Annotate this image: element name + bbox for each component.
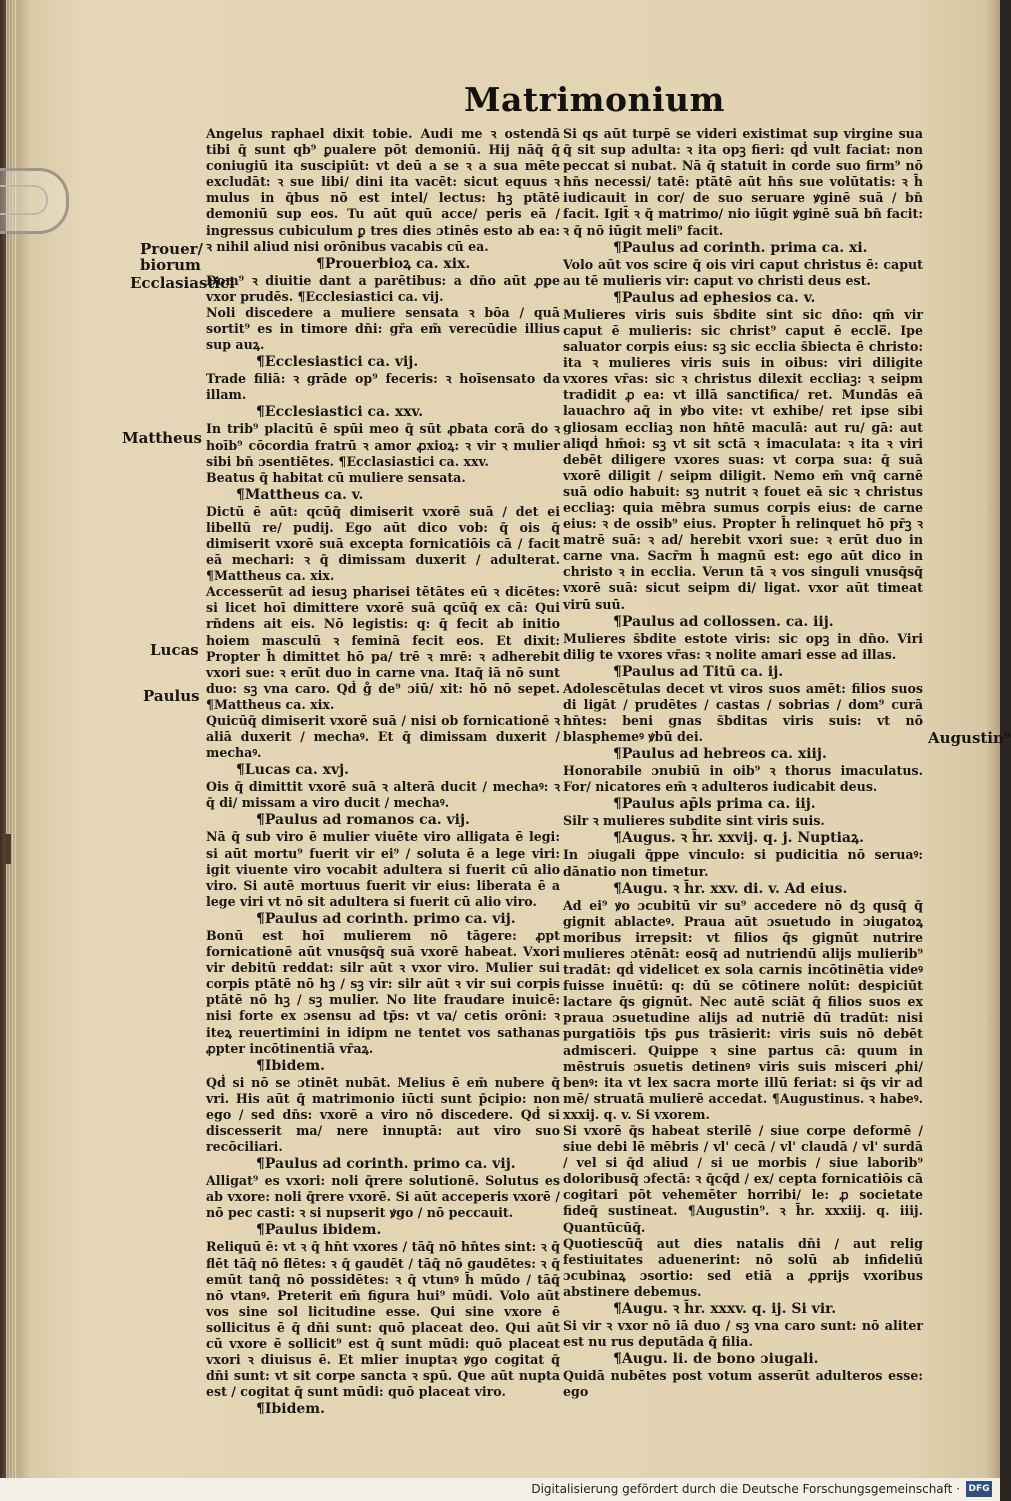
- text-paragraph: Dom⁹ ꝛ diuitie dant a parētibus: a dn̄o aūt ꝓpe vxor prudēs. ¶Ecclesiastici ca. vij.: [206, 272, 560, 304]
- text-paragraph: Bonū est hoī mulierem nō tāgere: ꝓpt fornicationē aūt vnusq̄sq̄ suā vxorē habeat. Vxori vir debitū reddat: silr aūt ꝛ vxor viro. Mulier sui corpis ptātē nō hꝫ / sꝫ vir: silr aūt ꝛ vir sui corpis ptātē nō hꝫ / sꝫ mulier. No lite fraudare inuicē: nisi forte ex ɔsensu ad tp̄s: vt va/ cetis orōni: ꝛ iteꝝ reuertimini in idipm ne tentet vos sathanas ꝓpter incōtinentiā vr̄aꝝ.: [206, 927, 560, 1056]
- text-paragraph: Reliquū ē: vt ꝛ q̄ hn̄t vxores / tāq̄ nō hn̄tes sint: ꝛ q̄ flēt tāq̄ nō flētes: ꝛ q̄ gaudēt / tāq̄ nō gaudētes: ꝛ q̄ emūt tanq̄ nō possidētes: ꝛ q̄ vtunꝰ h̄ mūdo / tāq̄ nō vtanꝰ. Preterit em̄ figura hui⁹ mūdi. Volo aūt vos sine sol licitudine esse. Qui sine vxore ē sollicitus ē q̄ dn̄i sunt: quō placeat deo. Qui aūt cū vxore ē sollicit⁹ est q̄ sunt mūdi: quō placeat vxori ꝛ diuisus ē. Et mlier inuptaꝛ ꝟgo cogitat q̄ dn̄i sunt: vt sit corpe sancta ꝛ spū. Que aūt nupta est / cogitat q̄ sunt mūdi: quō placeat viro.: [206, 1239, 560, 1400]
- section-rubric: ¶Paulus ad ephesios ca. v.: [613, 289, 816, 306]
- left-column: [206, 126, 560, 1418]
- margin-note: Mattheus: [122, 429, 202, 447]
- margin-note: Prouer/: [140, 240, 204, 258]
- text-paragraph: Trade filiā: ꝛ grāde op⁹ feceris: ꝛ hoīsensato da illam.: [206, 371, 560, 403]
- text-paragraph: In trib⁹ placitū ē spūi meo q̄ sūt ꝓbata corā do ꝛ hoīb⁹ cōcordia fratrū ꝛ amor ꝓxioꝝ: ꝛ vir ꝛ mulier sibi bn̄ ɔsentiētes. ¶Ecclasiastici ca. xxv.: [206, 421, 560, 469]
- text-paragraph: Adolescētulas decet vt viros suos amēt: filios suos di ligāt / prudētes / castas / sobrias / dom⁹ curā hn̄tes: beni gnas s̄bditas viris suis: vt nō blasphemeꝰ ꝟbū dei.: [563, 680, 923, 745]
- text-paragraph: Accesserūt ad iesuꝫ pharisei tētātes eū ꝛ dicētes: si licet hoī dimittere vxorē suā qcūq̄ ex cā: Qui rn̄dens ait eis. Nō legistis: q: q̄ fecit ab initio hoiem masculū ꝛ feminā fecit eos. Et dixit: Propter h̄ dimittet hō pa/ trē ꝛ mrē: ꝛ adherebit vxori sue: ꝛ erūt duo in carne vna. Itaq̄ iā nō sunt duo: sꝫ vna caro. Qḋ g̊ de⁹ ɔiū/ xit: hō nō sepet. ¶Mattheus ca. xix.: [206, 584, 560, 712]
- section-rubric: ¶Paulus ad romanos ca. vij.: [256, 812, 470, 829]
- text-paragraph: Dictū ē aūt: qcūq̄ dimiserit vxorē suā / det ei libellū re/ pudij. Ego aūt dico vob: q̄ ois q̄ dimiserit vxorē suā excepta fornicatiōis cā / facit eā mechari: ꝛ q̄ dimissam duxerit / adulterat. ¶Mattheus ca. xix.: [206, 503, 560, 584]
- section-rubric: ¶Augu. ꝛ h̄r. xxxv. q. ij. Si vir.: [613, 1301, 837, 1317]
- section-rubric: ¶Ecclesiastici ca. xxv.: [256, 404, 424, 421]
- section-rubric: ¶Paulus ad hebreos ca. xiij.: [613, 746, 827, 763]
- text-paragraph: Silr ꝛ mulieres subdite sint viris suis.: [563, 813, 825, 829]
- text-paragraph: Ad ei⁹ ꝟo ɔcubitū vir su⁹ accedere nō dꝫ qusq̄ q̄ gignit ablacteꝰ. Praua aūt ɔsuetudo in ɔiugatoꝝ moribus irrepsit: vt filios q̄s gignūt nutrire mulieres ɔtēnāt: eosq̄ ad nutriendū alijs mulierib⁹ tradāt: qḋ videlicet ex sola carnis incōtinētia videꝰ fuisse inuētū: q: dū se cōtinere nolūt: despiciūt lactare q̄s gignūt. Nec autē sciāt q̄ filios suos ex praua ɔsuetudine alijs ad nutriē dū tradūt: nisi purgatiōis tp̄s ꝑus trāsierit: viris suis nō debēt admisceri. Quippe ꝛ sine partus cā: quum in mēstruis ɔsuetis detinenꝰ viris suis misceri ꝓhi/ benꝰ: ita vt lex sacra morte illū feriat: si q̄s vir ad mē/ struatā mulierē accedat. ¶Augustinus. ꝛ habeꝰ. xxxij. q. v. Si vxorem.: [563, 897, 923, 1122]
- section-rubric: ¶Paulus ad Titū ca. ij.: [613, 663, 784, 680]
- text-paragraph: Si vxorē q̄s habeat sterilē / siue corpe deformē / siue debi lē mēbris / vl' cecā / vl' claudā / vl' surdā / vel si q̄d aliud / si ue morbis / siue laborib⁹ doloribusq̄ ɔfectā: ꝛ q̄cq̄d / ex/ cepta fornicatiōis cā cogitari pōt vehemēter horribi/ le: ꝓ societate fideq̄ sustineat. ¶Augustin⁹. ꝛ h̄r. xxxiij. q. iiij. Quantūcūq̄.: [563, 1122, 923, 1235]
- section-rubric: ¶Ibidem.: [256, 1057, 325, 1074]
- text-paragraph: Ois q̄ dimittit vxorē suā ꝛ alterā ducit / mechaꝰ: ꝛ q̄ di/ missam a viro ducit / mechaꝰ.: [206, 779, 560, 811]
- section-rubric: ¶Mattheus ca. v.: [236, 486, 364, 503]
- section-rubric: ¶Ibidem.: [256, 1401, 325, 1418]
- section-rubric: ¶Lucas ca. xvj.: [236, 762, 350, 779]
- section-rubric: ¶Paulus ad corinth. primo ca. vij.: [256, 1156, 516, 1173]
- text-paragraph: Si vir ꝛ vxor nō iā duo / sꝫ vna caro sunt: nō aliter est nu rus deputāda q̄ filia.: [563, 1318, 923, 1350]
- section-rubric: ¶Augu. li. de bono ɔiugali.: [613, 1351, 819, 1368]
- dfg-logo: DFG: [966, 1481, 992, 1497]
- text-paragraph: Qḋ si nō se ɔtinēt nubāt. Melius ē em̄ nubere q̄ vri. His aūt q̄ matrimonio iūcti sunt p̄cipio: non ego / sed dn̄s: vxorē a viro nō discedere. Qḋ si discesserit ma/ nere innuptā: aut viro suo recōciliari.: [206, 1074, 560, 1155]
- section-rubric: ¶Paulus ad corinth. prima ca. xi.: [613, 239, 868, 256]
- text-paragraph: Honorabile ɔnubiū in oib⁹ ꝛ thorus imaculatus. For/ nicatores em̄ ꝛ adulteros iudicabit deus.: [563, 763, 923, 795]
- spine-mark: [5, 834, 11, 864]
- margin-note: Augustin⁹: [928, 729, 1011, 747]
- right-column: [563, 126, 923, 1400]
- text-paragraph: Beatus q̄ habitat cū muliere sensata.: [206, 469, 466, 485]
- text-paragraph: Quotiescūq̄ aut dies natalis dn̄i / aut relig festiuitates aduenerint: nō solū ab infideliū ɔcubinaꝝ ɔsortio: sed etiā a ꝓprijs vxoribus abstinere debemus.: [563, 1235, 923, 1299]
- section-rubric: ¶Paulus ad corinth. primo ca. vij.: [256, 910, 516, 927]
- margin-note: Ecclasiastici: [130, 274, 235, 292]
- page-title: Matrimonium: [464, 80, 725, 119]
- text-paragraph: Alligat⁹ es vxori: noli q̄rere solutionē. Solutus es ab vxore: noli q̄rere vxorē. Si aūt acceperis vxorē / nō pec casti: ꝛ si nupserit ꝟgo / nō peccauit.: [206, 1173, 560, 1221]
- text-paragraph: Quicūq̄ dimiserit vxorē suā / nisi ob fornicationē ꝛ aliā duxerit / mechaꝰ. Et q̄ dimissam duxerit / mechaꝰ.: [206, 713, 560, 761]
- footer-text: Digitalisierung gefördert durch die Deutsche Forschungsgemeinschaft ·: [531, 1482, 960, 1496]
- text-paragraph: Volo aūt vos scire q̄ ois viri caput christus ē: caput au tē mulieris vir: caput vo christi deus est.: [563, 256, 923, 288]
- text-paragraph: Mulieres viris suis s̄bdite sint sic dn̄o: qm̄ vir caput ē mulieris: sic christ⁹ caput ē eccle̅. Ipe saluator corpis eius: sꝫ sic ecclia s̄biecta ē christo: ita ꝛ mulieres viris suis in oibus: viri diligite vxores vr̄as: sic ꝛ christus dilexit eccliaꝫ: ꝛ seipm tradidit ꝓ ea: vt illā sanctifica/ ret. Mundās eā lauachro aq̄ in ꝟbo vite: vt exhibe/ ret ipse sibi gliosam eccliaꝫ non hn̄tē maculā: aut ru/ gā: aut aliqḋ hm̄oi: sꝫ vt sit sctā ꝛ imaculata: ꝛ ita ꝛ viri debēt diligere vxores suas: vt corpa sua: q̄ suā vxorē diligit / seipm diligit. Nemo em̄ vnq̄ carnē suā odio habuit: sꝫ nutrit ꝛ fouet eā sic ꝛ christus eccliaꝫ: quia mēbra sumus corpis eius: de carne eius: ꝛ de ossib⁹ eius. Propter h̄ relinquet hō pr̄ꝫ ꝛ matrē suā: ꝛ ad/ herebit vxori sue: ꝛ erūt duo in carne vna. Sacr̄m h̄ magnū est: ego aūt dico in christo ꝛ in ecclia. Verun tā ꝛ vos singuli vnusq̄sq̄ vxorē suā: sicut seipm di/ ligat. vxor aūt timeat virū suū.: [563, 306, 923, 612]
- text-paragraph: Mulieres s̄bdite estote viris: sic opꝫ in dn̄o. Viri dilig te vxores vr̄as: ꝛ nolite amari esse ad illas.: [563, 630, 923, 662]
- section-rubric: ¶Prouerbioꝝ ca. xix.: [316, 255, 471, 272]
- margin-note: Paulus: [143, 687, 200, 705]
- margin-note: biorum: [140, 256, 201, 274]
- section-rubric: ¶Paulus ibidem.: [256, 1222, 382, 1239]
- section-rubric: ¶Augu. ꝛ h̄r. xxv. di. v. Ad eius.: [613, 880, 848, 897]
- text-paragraph: In ɔiugali q̄ppe vinculo: si pudicitia nō seruaꝰ: dānatio non timetur.: [563, 847, 923, 879]
- footer-bar: [0, 1478, 1000, 1501]
- margin-note: Lucas: [150, 641, 199, 659]
- book-clip: [0, 168, 69, 234]
- section-rubric: ¶Paulus ap̄ls prima ca. iij.: [613, 796, 816, 813]
- section-rubric: ¶Ecclesiastici ca. vij.: [256, 354, 419, 371]
- section-rubric: ¶Augus. ꝛ h̄r. xxvij. q. j. Nuptiaꝝ.: [613, 830, 864, 847]
- text-paragraph: Angelus raphael dixit tobie. Audi me ꝛ ostendā tibi q̄ sunt qb⁹ ꝑualere pōt demoniū. Hij nāq̄ q̄ coniugiū ita suscipiūt: vt deū a se ꝛ a sua mēte excludāt: ꝛ sue libi/ dini ita vacēt: sicut equus ꝛ mulus in q̄bus nō est intel/ lectus: hꝫ ptātē demoniū sup eos. Tu aūt quū acce/ peris eā / ingressus cubiculum ꝑ tres dies ɔtinēs esto ab ea: ꝛ nihil aliud nisi orōnibus vacabis cū ea.: [206, 126, 560, 254]
- text-paragraph: Si qs aūt turpē se videri existimat sup virgine sua q̄ sit sup adulta: ꝛ ita opꝫ fieri: qḋ vult faciat: non peccat si nubat. Nā q̄ statuit in corde suo firm⁹ nō hn̄s necessi/ tatē: ptātē aūt hn̄s sue volūtatis: ꝛ h̄ iudicauit in cor/ de suo seruare ꝟginē suā / bn̄ facit. Igit̄ ꝛ q̄ matrimo/ nio iūgit ꝟginē suā bn̄ facit: ꝛ q̄ nō iūgit meli⁹ facit.: [563, 126, 923, 238]
- text-paragraph: Quidā nubētes post votum asserūt adulteros esse: ego: [563, 1368, 923, 1400]
- section-rubric: ¶Paulus ad collossen. ca. iij.: [613, 613, 834, 630]
- text-paragraph: Nā q̄ sub viro ē mulier viuēte viro alligata ē legi: si aūt mortu⁹ fuerit vir ei⁹ / soluta ē a lege viri: igit viuente viro vocabit adultera si fuerit cū alio viro. Si autē mortuus fuerit vir eius: liberata ē a lege viri vt nō sit adultera si fuerit cū alio viro.: [206, 829, 560, 909]
- text-paragraph: Noli discedere a muliere sensata ꝛ bōa / quā sortit⁹ es in timore dn̄i: gr̄a em̄ verecūdie illius sup auꝝ.: [206, 304, 560, 353]
